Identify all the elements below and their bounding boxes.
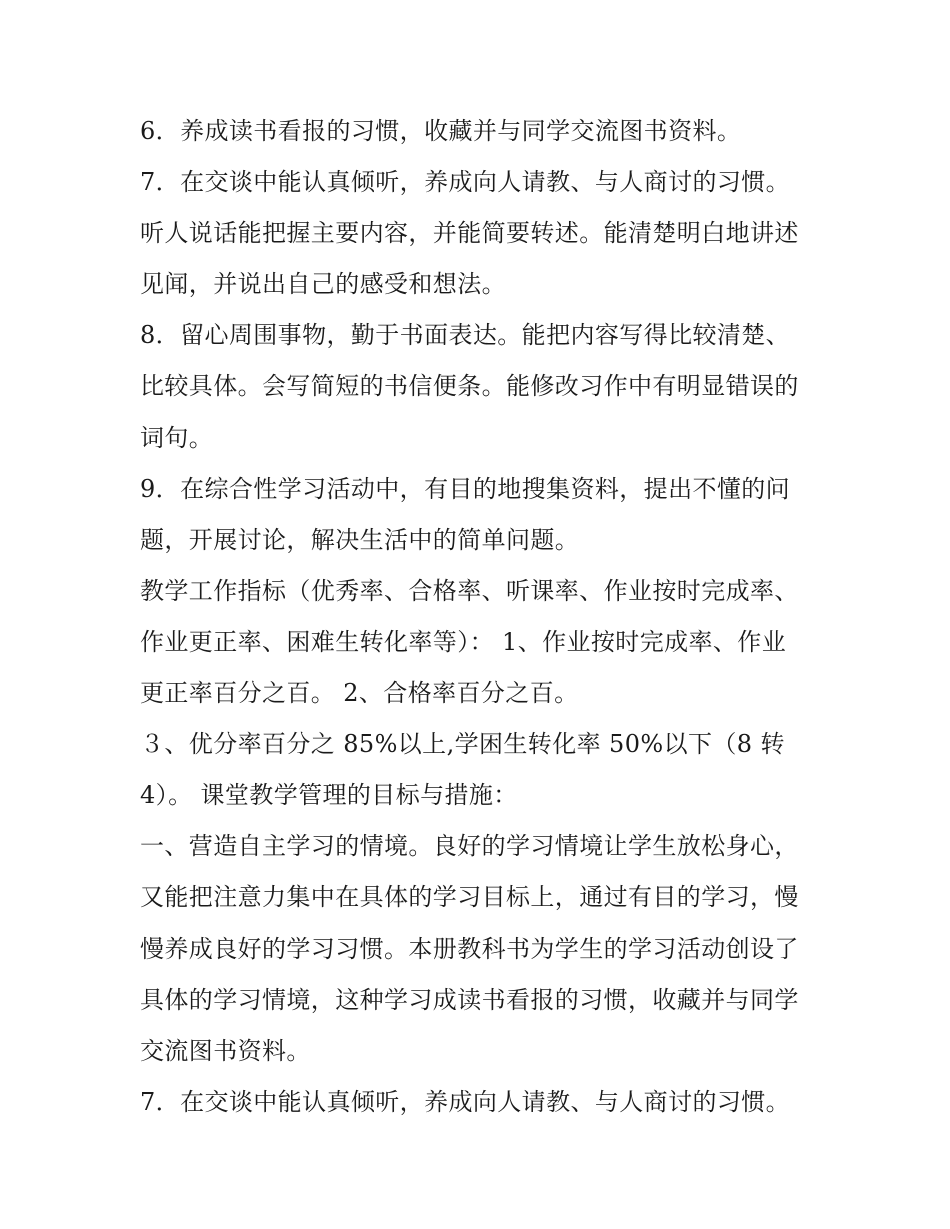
text-line: 4）。 课堂教学管理的目标与措施： — [140, 781, 518, 810]
text-line: 作业更正率、困难生转化率等）： 1、作业按时完成率、作业 — [140, 627, 787, 656]
body-text — [140, 106, 820, 1128]
text-line: 听人说话能把握主要内容，并能简要转述。能清楚明白地讲述 — [140, 219, 799, 248]
text-line: 见闻，并说出自己的感受和想法。 — [140, 270, 506, 299]
text-line: 又能把注意力集中在具体的学习目标上，通过有目的学习，慢 — [140, 883, 799, 912]
text-line: 交流图书资料。 — [140, 1036, 311, 1065]
text-line: 6．养成读书看报的习惯，收藏并与同学交流图书资料。 — [140, 117, 742, 145]
text-line: 8．留心周围事物，勤于书面表达。能把内容写得比较清楚、 — [140, 321, 791, 350]
text-line: 具体的学习情境，这种学习成读书看报的习惯，收藏并与同学 — [140, 985, 799, 1014]
text-line: 7．在交谈中能认真倾听，养成向人请教、与人商讨的习惯。 — [140, 168, 791, 197]
text-line: 9．在综合性学习活动中，有目的地搜集资料，提出不懂的问 — [140, 474, 791, 503]
text-line: 词句。 — [140, 423, 214, 452]
text-line: 一、营造自主学习的情境。良好的学习情境让学生放松身心， — [140, 832, 799, 861]
text-line: 慢养成良好的学习习惯。本册教科书为学生的学习活动创设了 — [140, 934, 799, 963]
text-line: 教学工作指标（优秀率、合格率、听课率、作业按时完成率、 — [140, 576, 799, 605]
text-line: 7．在交谈中能认真倾听，养成向人请教、与人商讨的习惯。 — [140, 1087, 791, 1116]
text-line: 更正率百分之百。 2、合格率百分之百。 — [140, 679, 579, 708]
text-line: 比较具体。会写简短的书信便条。能修改习作中有明显错误的 — [140, 372, 799, 401]
text-line: ３、优分率百分之 85%以上,学困生转化率 50%以下（8 转 — [140, 730, 785, 759]
text-line: 题，开展讨论，解决生活中的简单问题。 — [140, 525, 580, 554]
